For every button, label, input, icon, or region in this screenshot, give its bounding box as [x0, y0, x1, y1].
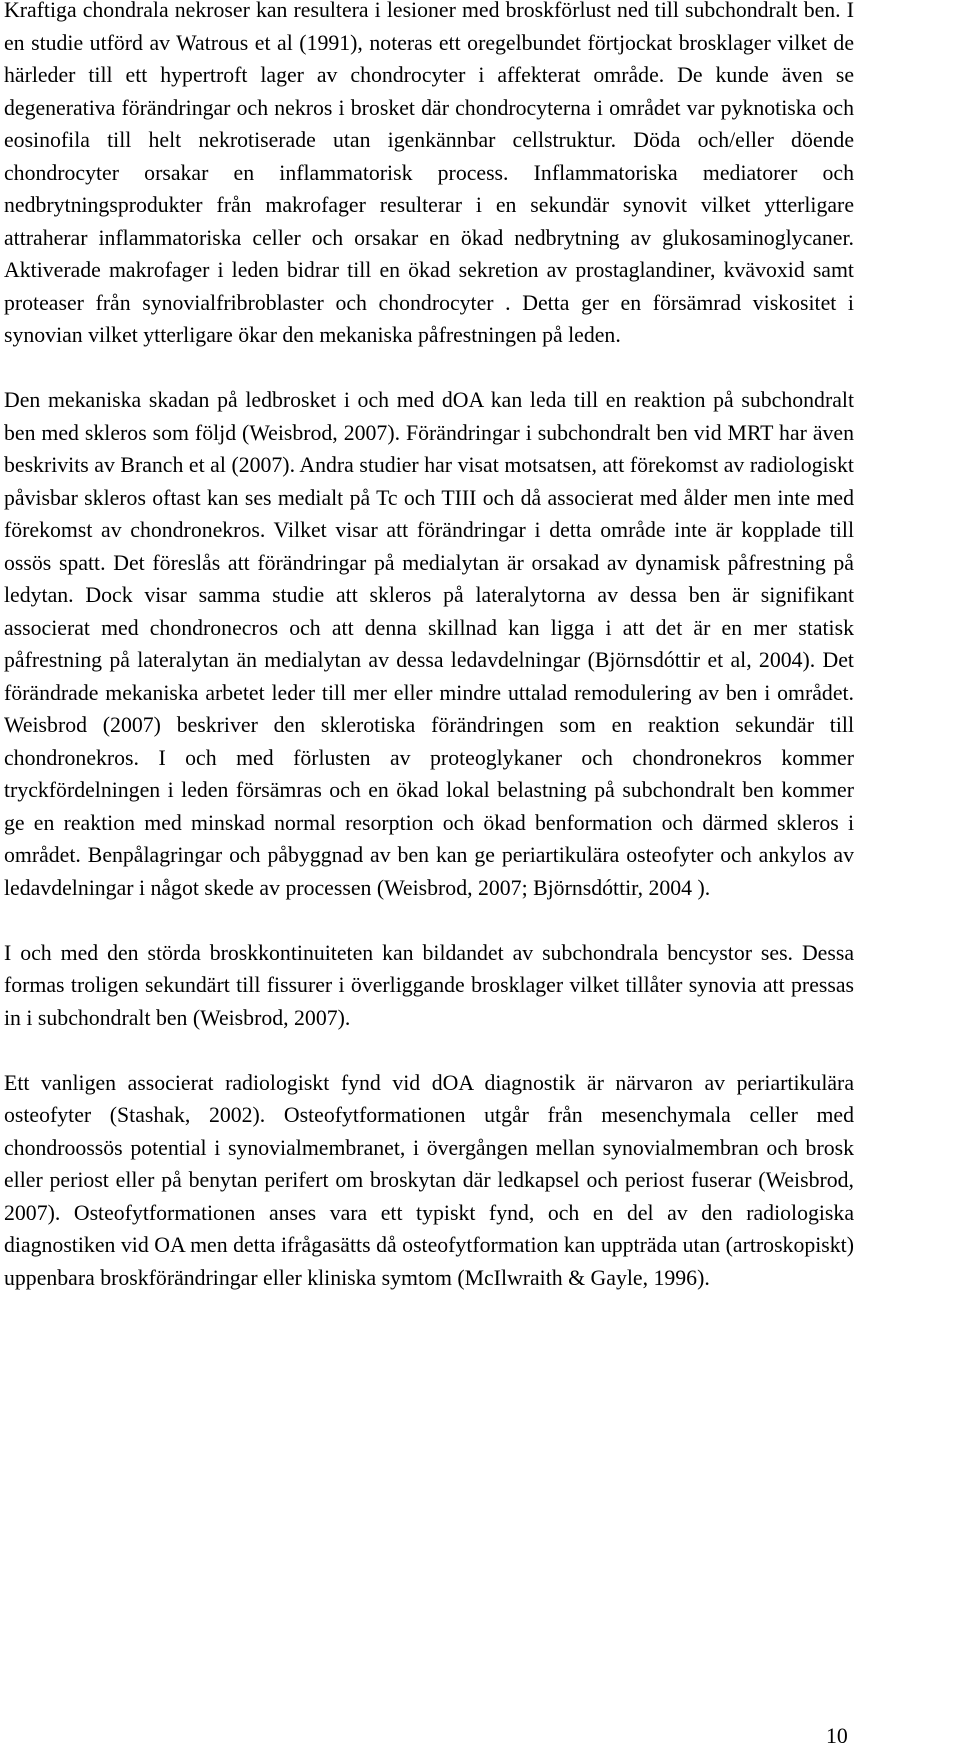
- paragraph-osteophytes: Ett vanligen associerat radiologiskt fynd vid dOA diagnostik är närvaron av periartikulära osteofyter (Stashak, 2002). Osteofytformationen utgår från mesenchymala celler med chondroossös potential i synovialmembranet, i övergången mellan synovialmembran och brosk eller periost eller på benytan perifert om broskytan där ledkapsel och periost fuserar (Weisbrod, 2007). Osteofytformationen anses vara ett typiskt fynd, och en del av den radiologiska diagnostiken vid OA men detta ifrågasätts då osteofytformation kan uppträda utan (artroskopiskt) uppenbara broskförändringar eller kliniska symtom (McIlwraith & Gayle, 1996).: [4, 1070, 854, 1290]
- body-text: [4, 0, 854, 1327]
- paragraph-cartilage-necrosis: Kraftiga chondrala nekroser kan resultera i lesioner med broskförlust ned till subchondralt ben. I en studie utförd av Watrous et al (1991), noteras ett oregelbundet förtjockat brosklager vilket de härleder till ett hypertroft lager av chondrocyter i affekterat område. De kunde även se degenerativa förändringar och nekros i brosket där chondrocyterna i området var pyknotiska och eosinofila till helt nekrotiserade utan igenkännbar cellstruktur. Döda och/eller döende chondrocyter orsakar en inflammatorisk process. Inflammatoriska mediatorer och nedbrytningsprodukter från makrofager resulterar i en sekundär synovit vilket ytterligare attraherar inflammatoriska celler och orsakar en ökad nedbrytning av glukosaminoglycaner. Aktiverade makrofager i leden bidrar till en ökad sekretion av prostaglandiner, kvävoxid samt proteaser från synovialfribroblaster och chondrocyter . Detta ger en försämrad viskositet i synovian vilket ytterligare ökar den mekaniska påfrestningen på leden.: [4, 0, 854, 347]
- paragraph-bone-cysts: I och med den störda broskkontinuiteten kan bildandet av subchondrala bencystor ses. Dessa formas troligen sekundärt till fissurer i överliggande brosklager vilket tillåter synovia att pressas in i subchondralt ben (Weisbrod, 2007).: [4, 940, 854, 1030]
- paragraph-subchondral-sclerosis: Den mekaniska skadan på ledbrosket i och med dOA kan leda till en reaktion på subchondralt ben med skleros som följd (Weisbrod, 2007). Förändringar i subchondralt ben vid MRT har även beskrivits av Branch et al (2007). Andra studier har visat motsatsen, att förekomst av radiologiskt påvisbar skleros oftast kan ses medialt på Tc och TIII och då associerat med ålder men inte med förekomst av chondronekros. Vilket visar att förändringar i detta område inte är kopplade till ossös spatt. Det föreslås att förändringar på medialytan är orsakad av dynamisk påfrestning på ledytan. Dock visar samma studie att skleros på lateralytorna av dessa ben är signifikant associerat med chondronecros och att denna skillnad kan ligga i att det är en mer statisk påfrestning på lateralytan än medialytan av dessa ledavdelningar (Björnsdóttir et al, 2004). Det förändrade mekaniska arbetet leder till mer eller mindre uttalad remodulering av ben i området. Weisbrod (2007) beskriver den sklerotiska förändringen som en reaktion sekundär till chondronekros. I och med förlusten av proteoglykaner och chondronekros kommer tryckfördelningen i leden försämras och en ökad lokal belastning på subchondralt ben kommer ge en reaktion med minskad normal resorption och ökad benformation och därmed skleros i området. Benpålagringar och påbyggnad av ben kan ge periartikulära osteofyter och ankylos av ledavdelningar i något skede av processen (Weisbrod, 2007; Björnsdóttir, 2004 ).: [4, 388, 854, 900]
- page-number: 10: [826, 1724, 848, 1748]
